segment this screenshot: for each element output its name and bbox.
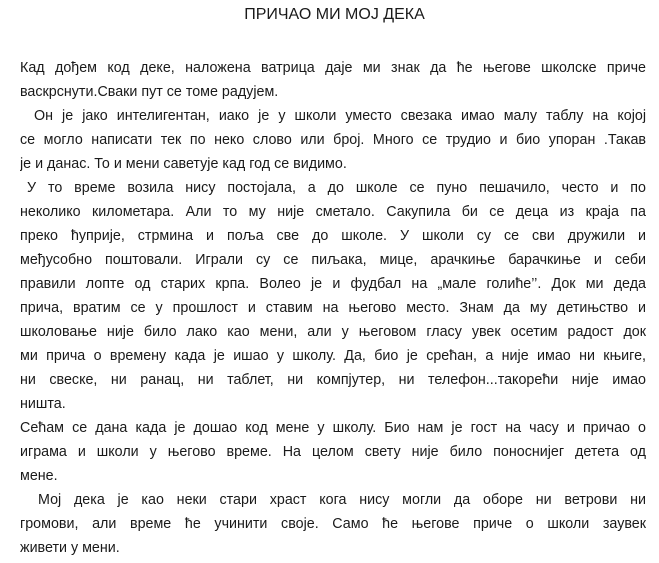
text-line: школовање није било лако као мени, али у његовом гласу увек осетим радост док [20, 324, 646, 340]
text-line: Он је јако интелигентан, иако је у школи уместо свезака имао малу таблу на којој [34, 108, 646, 124]
text-line: се могло написати тек по неко слово или број. Много се трудио и био упоран .Такав [20, 132, 646, 148]
text-line: је и данас. То и мени саветује кад год се видимо. [20, 156, 347, 172]
text-line: мене. [20, 468, 58, 484]
text-line: Сећам се дана када је дошао код мене у школу. Био нам је гост на часу и причао о [20, 420, 646, 436]
text-line: правили лопте од старих крпа. Волео је и фудбал на „мале голиће’’. Док ми деда [20, 276, 646, 292]
text-line: играма и школи у његово време. На целом свету није било поноснијег детета од [20, 444, 646, 460]
text-line: Кад дођем код деке, наложена ватрица даје ми знак да ће његове школске приче [20, 60, 646, 76]
text-line: васкрснути.Сваки пут се томе радујем. [20, 84, 279, 100]
text-line: прича, вратим се у прошлост и ставим на његово место. Знам да му детињство и [20, 300, 646, 316]
text-line: преко ћуприје, стрмина и поља све до школе. У школи су се сви дружили и [20, 228, 646, 244]
document-body [20, 56, 646, 560]
text-line: неколико километара. Али то му није сметало. Сакупила би се деца из краја па [20, 204, 646, 220]
text-line: ништа. [20, 396, 66, 412]
text-line: међусобно поштовали. Играли су се пиљака, мице, арачкиње барачкиње и себи [20, 252, 646, 268]
text-line: У то време возила нису постојала, а до школе се пуно пешачило, често и по [27, 180, 646, 196]
text-line: громови, али време ће учинити своје. Само ће његове приче о школи заувек [20, 516, 646, 532]
text-line: ми прича о времену када је ишао у школу. Да, био је срећан, а није имао ни књиге, [20, 348, 646, 364]
document-title: ПРИЧАО МИ МОЈ ДЕКА [244, 6, 425, 23]
text-line: живети у мени. [20, 540, 120, 556]
text-line: ни свеске, ни ранац, ни таблет, ни компјутер, ни телефон...такорећи није имао [20, 372, 646, 388]
text-line: Мој дека је као неки стари храст кога нису могли да оборе ни ветрови ни [38, 492, 646, 508]
